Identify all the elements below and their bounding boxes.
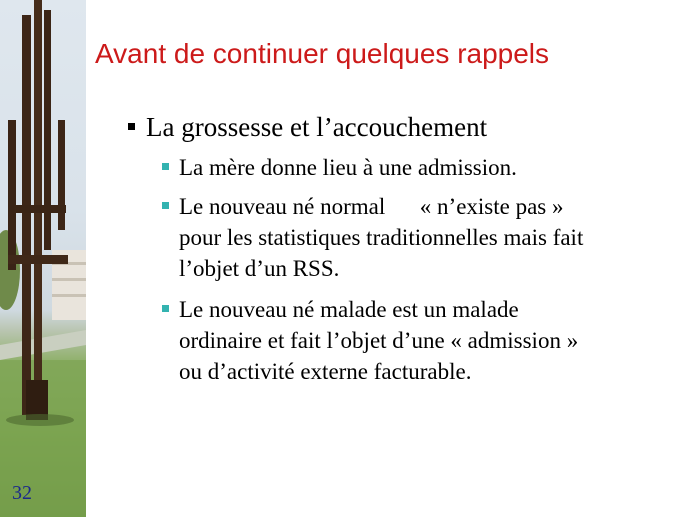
square-bullet-icon	[162, 163, 169, 170]
sub-bullet-line: pour les statistiques traditionnelles mais fait	[179, 225, 584, 250]
sub-bullet-1	[162, 152, 517, 183]
square-bullet-icon	[162, 305, 169, 312]
sub-bullet-text	[179, 191, 583, 284]
slide-title: Avant de continuer quelques rappels	[95, 38, 550, 69]
sub-bullet-line: ou d’activité externe facturable.	[179, 359, 472, 384]
sub-bullet-text	[179, 294, 578, 387]
sub-bullet-line: l’objet d’un RSS.	[179, 256, 340, 281]
sculpture-photo	[0, 0, 86, 517]
sub-bullet-line: ordinaire et fait l’objet d’une « admission »	[179, 328, 579, 353]
page-number: 32	[12, 482, 32, 504]
sub-bullet-3	[162, 294, 578, 387]
main-bullet-text: La grossesse et l’accouchement	[146, 112, 488, 142]
sculpture-image	[0, 0, 86, 517]
sub-bullet-line: La mère donne lieu à une admission.	[179, 155, 517, 180]
square-bullet-icon	[162, 202, 169, 209]
sub-bullet-line: Le nouveau né normal « n’existe pas »	[179, 194, 564, 219]
sub-bullet-2	[162, 191, 583, 284]
sub-bullet-line: Le nouveau né malade est un malade	[179, 297, 519, 322]
main-bullet	[128, 112, 487, 143]
sub-bullet-text	[179, 152, 517, 183]
square-bullet-icon	[128, 123, 135, 130]
